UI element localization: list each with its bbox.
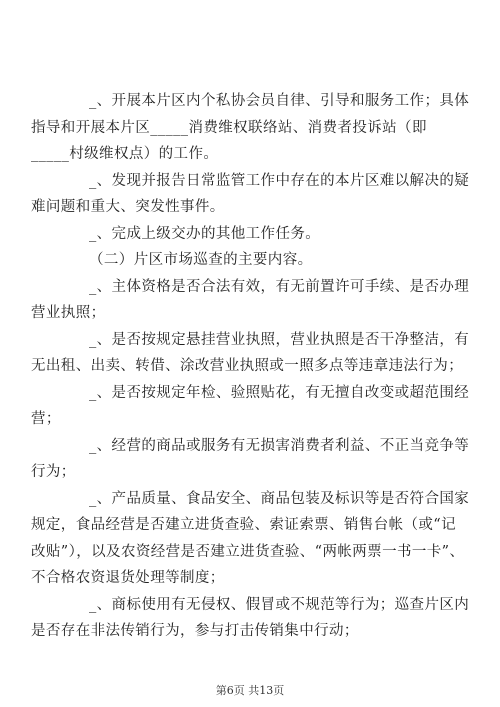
paragraph	[31, 168, 470, 221]
text-line: （二）片区市场巡查的主要内容。	[89, 252, 313, 268]
paragraph	[31, 327, 470, 380]
paragraph	[31, 274, 470, 327]
paragraph	[31, 433, 470, 486]
paragraph	[60, 247, 450, 274]
text-line: 改贴”），以及农资经营是否建立进货查验、“两帐两票一书一卡”、	[31, 543, 465, 560]
text-line: _、是否按规定年检、验照贴花，有无擅自改变或超范围经	[89, 384, 470, 401]
text-line: 不合格农资退货处理等制度；	[31, 570, 225, 586]
text-line: _、经营的商品或服务有无损害消费者利益、不正当竞争等	[89, 437, 470, 454]
paragraph	[31, 380, 470, 433]
text-line: _、发现并报告日常监管工作中存在的本片区难以解决的疑	[89, 172, 470, 189]
document-body	[31, 88, 470, 645]
paragraph	[31, 486, 470, 592]
text-line: 营；	[31, 411, 61, 427]
text-line: _____村级维权点）的工作。	[31, 146, 219, 162]
text-line: 营业执照；	[31, 305, 106, 321]
text-line: _、开展本片区内个私协会员自律、引导和服务工作；具体	[89, 93, 470, 109]
text-line: 无出租、出卖、转借、涂改营业执照或一照多点等违章违法行为；	[31, 358, 464, 374]
text-line: 规定，食品经营是否建立进货查验、索证索票、销售台帐（或“记	[31, 517, 457, 533]
text-line: _、商标使用有无侵权、假冒或不规范等行为；巡查片区内	[89, 596, 470, 613]
text-line: 行为；	[31, 464, 76, 480]
text-line: 指导和开展本片区_____消费维权联络站、消费者投诉站（即	[31, 119, 427, 136]
paragraph	[60, 221, 450, 248]
text-line: _、主体资格是否合法有效，有无前置许可手续、是否办理	[89, 278, 470, 295]
page-footer: 第6页 共13页	[215, 684, 285, 697]
paragraph	[31, 88, 470, 168]
text-line: _、是否按规定悬挂营业执照，营业执照是否干净整洁，有	[89, 331, 470, 348]
text-line: _、产品质量、食品安全、商品包装及标识等是否符合国家	[89, 490, 470, 507]
text-line: _、完成上级交办的其他工作任务。	[89, 225, 321, 242]
text-line: 难问题和重大、突发性事件。	[31, 199, 225, 215]
paragraph	[31, 592, 470, 645]
text-line: 是否存在非法传销行为，参与打击传销集中行动；	[31, 623, 359, 639]
